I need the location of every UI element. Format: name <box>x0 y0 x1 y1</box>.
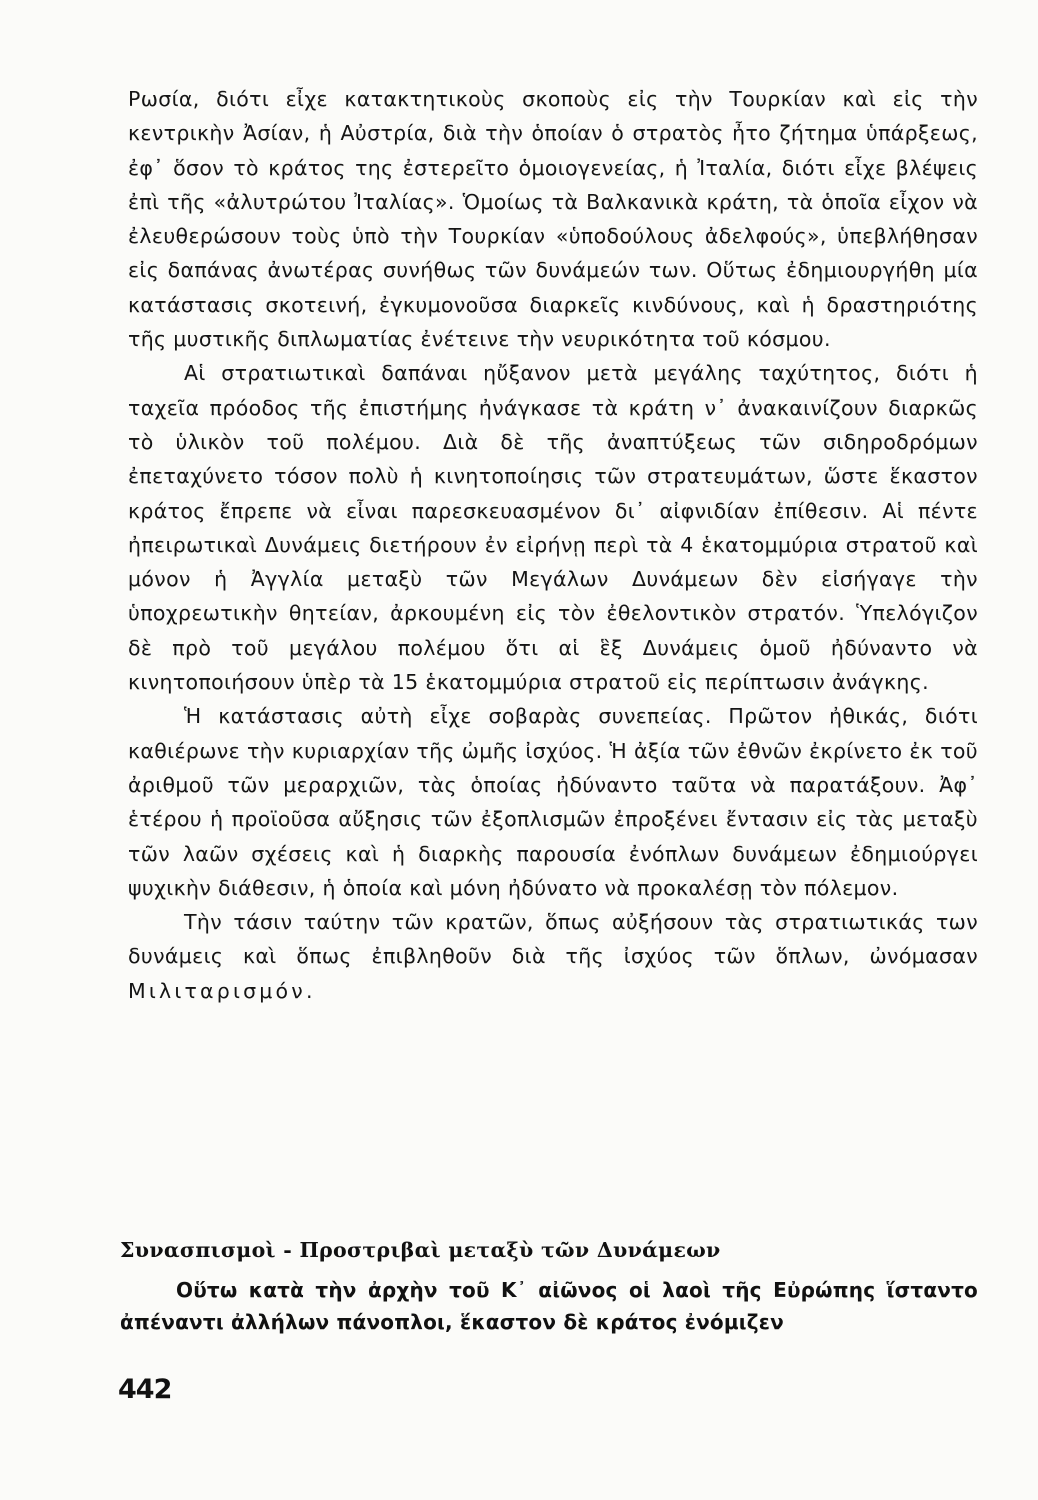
section-heading: Συνασπισμοὶ - Προστριβαὶ μεταξὺ τῶν Δυνάμεων <box>120 1238 721 1262</box>
body-text <box>128 82 978 1008</box>
paragraph-2: Αἱ στρατιωτικαὶ δαπάναι ηὔξανον μετὰ μεγάλης ταχύτητος, διότι ἡ ταχεῖα πρόοδος τῆς ἐπιστήμης ἠνάγκασε τὰ κράτη ν᾽ ἀνακαινίζουν διαρκῶς τὸ ὑλικὸν τοῦ πολέμου. Διὰ δὲ τῆς ἀναπτύξεως τῶν σιδηροδρόμων ἐπεταχύνετο τόσον πολὺ ἡ κινητοποίησις τῶν στρατευμάτων, ὥστε ἕκαστον κράτος ἔπρεπε νὰ εἶναι παρεσκευασμένον δι᾽ αἰφνιδίαν ἐπίθεσιν. Αἱ πέντε ἠπειρωτικαὶ Δυνάμεις διετήρουν ἐν εἰρήνῃ περὶ τὰ 4 ἑκατομμύρια στρατοῦ καὶ μόνον ἡ Ἀγγλία μεταξὺ τῶν Μεγάλων Δυνάμεων δὲν εἰσήγαγε τὴν ὑποχρεωτικὴν θητείαν, ἀρκουμένη εἰς τὸν ἐθελοντικὸν στρατόν. Ὑπελόγιζον δὲ πρὸ τοῦ μεγάλου πολέμου ὅτι αἱ ἓξ Δυνάμεις ὁμοῦ ἠδύναντο νὰ κινητοποιήσουν ὑπὲρ τὰ 15 ἑκατομμύρια στρατοῦ εἰς περίπτωσιν ἀνάγκης. <box>128 361 978 695</box>
paragraph-4-end: . <box>305 978 313 1003</box>
paragraph-3: Ἡ κατάστασις αὐτὴ εἶχε σοβαρὰς συνεπείας. Πρῶτον ἠθικάς, διότι καθιέρωνε τὴν κυριαρχίαν τῆς ὠμῆς ἰσχύος. Ἡ ἀξία τῶν ἐθνῶν ἐκρίνετο ἐκ τοῦ ἀριθμοῦ τῶν μεραρχιῶν, τὰς ὁποίας ἠδύναντο ταῦτα νὰ παρατάξουν. Ἀφ᾽ ἑτέρου ἡ προϊοῦσα αὔξησις τῶν ἐξοπλισμῶν ἐπροξένει ἔντασιν εἰς τὰς μεταξὺ τῶν λαῶν σχέσεις καὶ ἡ διαρκὴς παρουσία ἐνόπλων δυνάμεων ἐδημιούργει ψυχικὴν διάθεσιν, ἡ ὁποία καὶ μόνη ἠδύνατο νὰ προκαλέσῃ τὸν πόλεμον. <box>128 704 978 900</box>
paragraph-1: Ρωσία, διότι εἶχε κατακτητικοὺς σκοποὺς εἰς τὴν Τουρκίαν καὶ εἰς τὴν κεντρικὴν Ἀσίαν, ἡ Αὐστρία, διὰ τὴν ὁποίαν ὁ στρατὸς ἦτο ζήτημα ὑπάρξεως, ἐφ᾽ ὅσον τὸ κράτος της ἐστερεῖτο ὁμοιογενείας, ἡ Ἰταλία, διότι εἶχε βλέψεις ἐπὶ τῆς «ἀλυτρώτου Ἰταλίας». Ὁμοίως τὰ Βαλκανικὰ κράτη, τὰ ὁποῖα εἶχον νὰ ἐλευθερώσουν τοὺς ὑπὸ τὴν Τουρκίαν «ὑποδούλους ἀδελφούς», ὑπεβλήθησαν εἰς δαπάνας ἀνωτέρας συνήθως τῶν δυνάμεών των. Οὕτως ἐδημιουργήθη μία κατάστασις σκοτεινή, ἐγκυμονοῦσα διαρκεῖς κινδύνους, καὶ ἡ δραστηριότης τῆς μυστικῆς διπλωματίας ἐνέτεινε τὴν νευρικότητα τοῦ κόσμου. <box>128 87 978 352</box>
paragraph-4 <box>128 905 978 1008</box>
paragraph-4-start: Τὴν τάσιν ταύτην τῶν κρατῶν, ὅπως αὐξήσουν τὰς στρατιωτικάς των δυνάμεις καὶ ὅπως ἐπιβληθοῦν διὰ τῆς ἰσχύος τῶν ὅπλων, ὠνόμασαν <box>128 910 978 969</box>
militarism-term: Μιλιταρισμόν <box>128 978 306 1003</box>
page-number: 442 <box>118 1374 172 1405</box>
section-paragraph: Οὕτω κατὰ τὴν ἀρχὴν τοῦ Κ᾽ αἰῶνος οἱ λαοὶ τῆς Εὐρώπης ἵσταντο ἀπέναντι ἀλλήλων πάνοπλοι, ἕκαστον δὲ κράτος ἐνόμιζεν <box>120 1278 978 1334</box>
